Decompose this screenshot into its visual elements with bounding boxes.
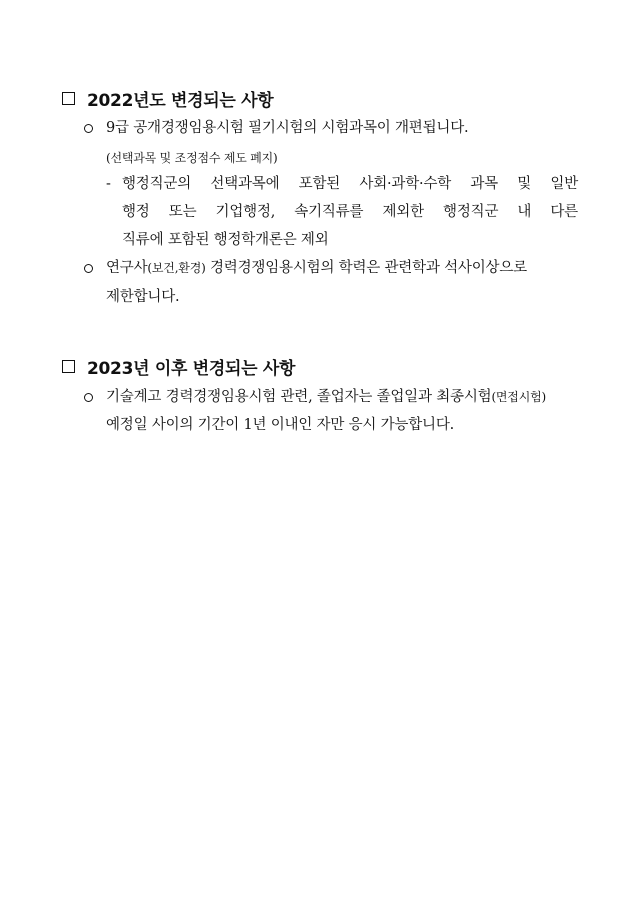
- circle-bullet-icon: [84, 124, 93, 133]
- sub-item-line: 행정직군의 선택과목에 포함된 사회·과학·수학 과목 및 일반: [122, 176, 578, 192]
- section-title: 2023년 이후 변경되는 사항: [87, 359, 296, 379]
- item-parenthetical: (보건,환경): [147, 261, 206, 275]
- section-title: 2022년도 변경되는 사항: [87, 91, 274, 111]
- item-text-line: 예정일 사이의 기간이 1년 이내인 자만 응시 가능합니다.: [106, 417, 455, 433]
- checkbox-icon: [62, 92, 75, 105]
- sub-item-line: 직류에 포함된 행정학개론은 제외: [122, 232, 329, 248]
- item-text-line: [106, 258, 578, 278]
- item-text-line: 제한합니다.: [106, 289, 180, 305]
- item-prefix: 연구사: [106, 260, 148, 276]
- item-text-line: [106, 387, 546, 407]
- sub-item-line: 행정 또는 기업행정, 속기직류를 제외한 행정직군 내 다른: [122, 204, 578, 220]
- item-rest: 경력경쟁임용시험의 학력은 관련학과 석사이상으로: [205, 260, 527, 276]
- checkbox-icon: [62, 360, 75, 373]
- circle-bullet-icon: [84, 264, 93, 273]
- item-main: 기술계고 경력경쟁임용시험 관련, 졸업자는 졸업일과 최종시험: [106, 389, 492, 405]
- item-parenthetical: (면접시험): [491, 390, 546, 404]
- dash-marker: -: [106, 176, 111, 192]
- section-heading-2022: [62, 86, 273, 111]
- item-text-line: 9급 공개경쟁임용시험 필기시험의 시험과목이 개편됩니다.: [106, 120, 469, 136]
- circle-bullet-icon: [84, 393, 93, 402]
- section-heading-2023: [62, 354, 295, 379]
- item-note: (선택과목 및 조정점수 제도 폐지): [106, 151, 278, 165]
